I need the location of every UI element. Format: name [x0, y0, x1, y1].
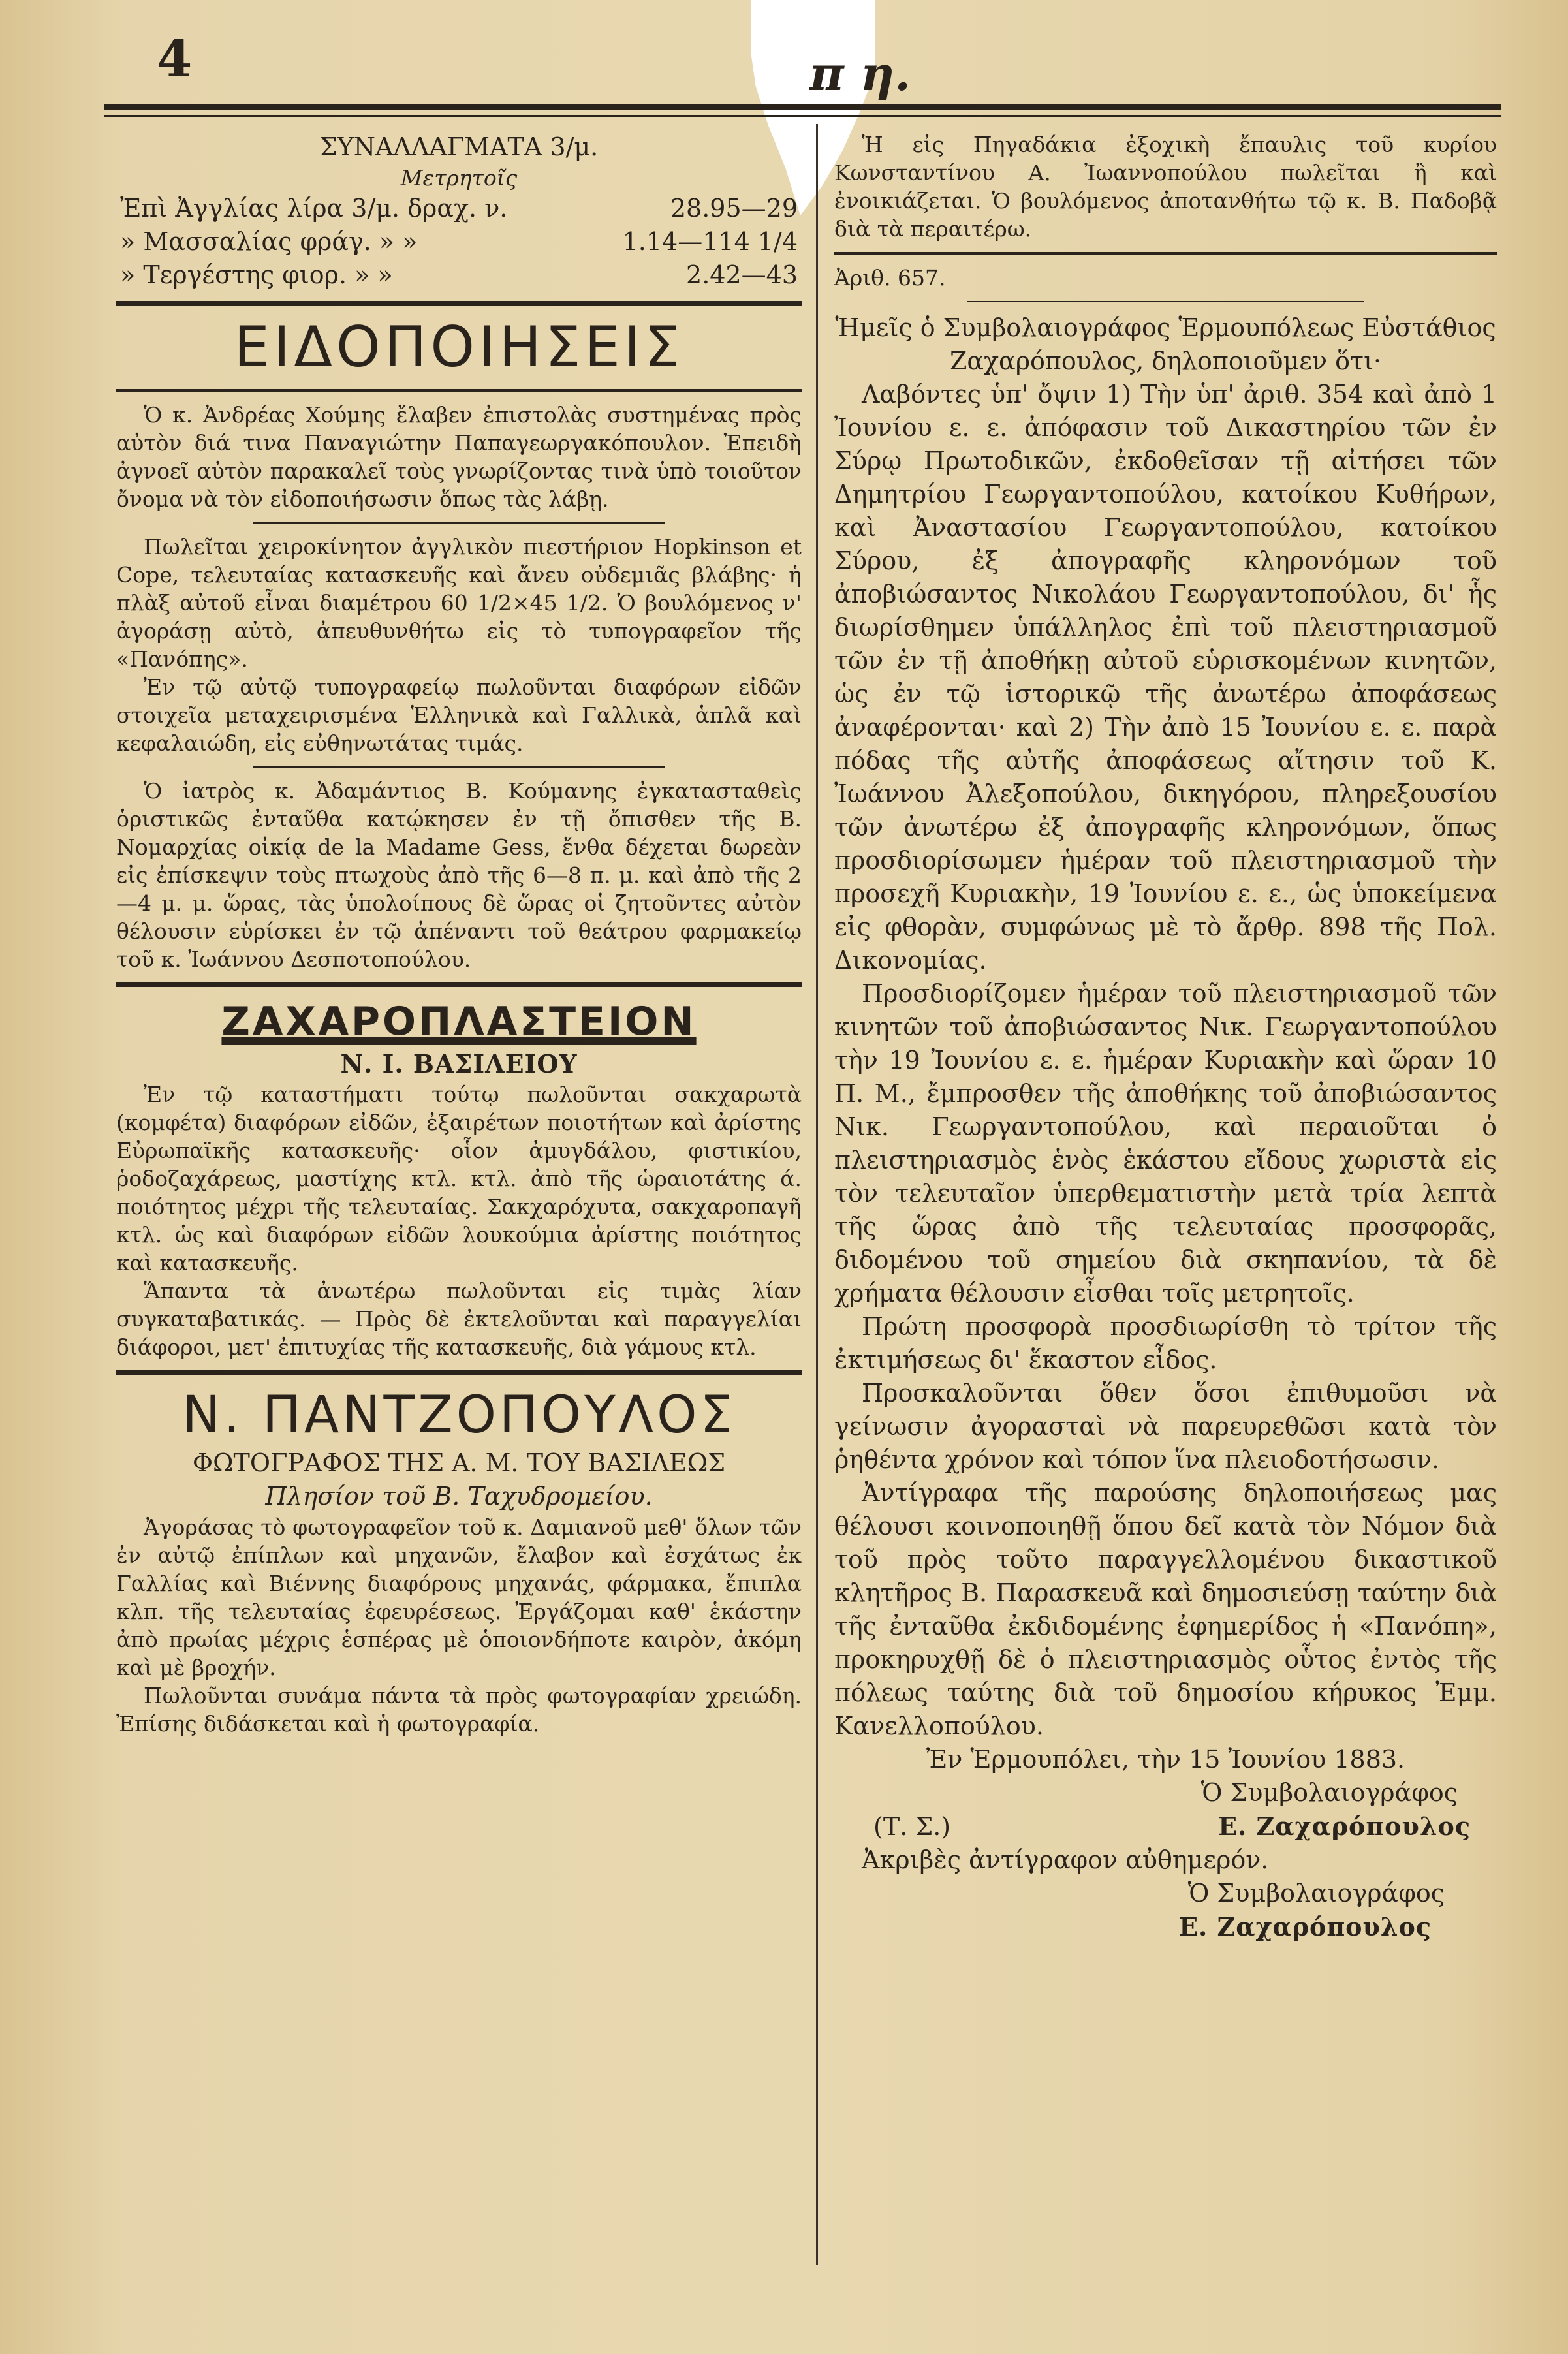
signature-row	[834, 1810, 1497, 1844]
section-rule	[116, 389, 802, 392]
copy-line: Ἀκριβὲς ἀντίγραφον αὐθημερόν.	[862, 1845, 1269, 1874]
exchange-row	[116, 225, 802, 259]
exchange-label: » Μασσαλίας φράγ. » »	[120, 227, 418, 256]
notices-heading: ΕΙΔΟΠΟΙΗΣΕΙΣ	[234, 315, 684, 380]
section-rule	[116, 982, 802, 987]
photographer-name: Ν. ΠΑΝΤΖΟΠΟΥΛΟΣ	[182, 1386, 736, 1445]
declaration-paragraph: Πρώτη προσφορὰ προσδιωρίσθη τὸ τρίτον τῆς ἐκτιμήσεως δι' ἕκαστον εἶδος.	[834, 1312, 1497, 1374]
exchange-row	[116, 259, 802, 292]
photographer-location: Πλησίον τοῦ Β. Ταχυδρομείου.	[265, 1482, 653, 1511]
notary-label: Ὁ Συμβολαιογράφος	[1200, 1778, 1458, 1807]
confectionery-heading: ΖΑΧΑΡΟΠΛΑΣΤΕΙΟΝ	[221, 999, 697, 1044]
page-number: 4	[157, 29, 193, 89]
villa-notice: Ἡ εἰς Πηγαδάκια ἐξοχικὴ ἔπαυλις τοῦ κυρίου Κωνσταντίνου Α. Ἰωαννοπούλου πωλεῖται ἢ καὶ ἐνοικιάζεται. Ὁ βουλόμενος ἀποτανθήτω τῷ κ. Β. Παδοβᾷ διὰ τὰ περαιτέρω.	[834, 132, 1497, 242]
exchange-row	[116, 192, 802, 225]
section-rule	[116, 301, 802, 306]
photographer-text-2: Πωλοῦνται συνάμα πάντα τὰ πρὸς φωτογραφίαν χρειώδη. Ἐπίσης διδάσκεται καὶ ἡ φωτογραφία.	[116, 1683, 802, 1736]
column-rule	[816, 124, 818, 2265]
declaration-paragraph: Προσκαλοῦνται ὅθεν ὅσοι ἐπιθυμοῦσι νὰ γείνωσιν ἀγορασταὶ νὰ παρευρεθῶσι κατὰ τὸν ῥηθέντα χρόνον καὶ τόπον ἵνα πλειοδοτήσωσιν.	[834, 1379, 1497, 1474]
exchange-value: 2.42—43	[686, 260, 798, 289]
date-line: Ἐν Ἑρμουπόλει, τὴν 15 Ἰουνίου 1883.	[926, 1745, 1405, 1774]
declaration-paragraph: Προσδιορίζομεν ἡμέραν τοῦ πλειστηριασμοῦ τῶν κινητῶν τοῦ ἀποβιώσαντος Νικ. Γεωργαντοπούλου τὴν 19 Ἰουνίου ε. ε. ἡμέραν Κυριακὴν καὶ ὥραν 10 Π. Μ., ἔμπροσθεν τῆς ἀποθήκης τοῦ ἀποβιώσαντος Νικ. Γεωργαντοπούλου, καὶ περαιοῦται ὁ πλειστηριασμὸς ἑνὸς ἑκάστου εἴδους χωριστὰ εἰς τὸν τελευταῖον ὑπερθεματιστὴν μετὰ τρία λεπτὰ τῆς ὥρας ἀπὸ τῆς τελευταίας προσφορᾶς, διδομένου τοῦ σημείου διὰ σκηπανίου, τὰ δὲ χρήματα θέλουσιν εἶσθαι τοῖς μετρητοῖς.	[834, 979, 1497, 1308]
exchange-subtitle: Μετρητοῖς	[400, 165, 518, 191]
exchange-label: Ἐπὶ Ἀγγλίας λίρα 3/μ. δραχ. ν.	[120, 194, 508, 223]
section-rule	[116, 1370, 802, 1375]
notary-signature: Ε. Ζαχαρόπουλος	[1218, 1812, 1471, 1841]
exchange-value: 1.14—114 1/4	[622, 227, 798, 256]
left-column	[116, 131, 802, 1738]
notice-letters: Ὁ κ. Ἀνδρέας Χούμης ἔλαβεν ἐπιστολὰς συστημένας πρὸς αὐτὸν διά τινα Παναγιώτην Παπαγεωργακόπουλον. Ἐπειδὴ ἀγνοεῖ αὐτὸν παρακαλεῖ τοὺς γνωρίζοντας τινὰ ὑπὸ τοιοῦτον ὄνομα νὰ τὸν εἰδοποιήσωσιν ὅπως τὰς λάβῃ.	[116, 402, 802, 512]
top-rule-thin	[104, 115, 1501, 117]
confectionery-text-2: Ἅπαντα τὰ ἀνωτέρω πωλοῦνται εἰς τιμὰς λίαν συγκαταβατικάς. — Πρὸς δὲ ἐκτελοῦνται καὶ παραγγελίαι διάφοροι, μετ' ἐπιτυχίας τῆς κατασκευῆς, διὰ γάμους κτλ.	[116, 1278, 802, 1360]
notice-press-sale: Πωλεῖται χειροκίνητον ἀγγλικὸν πιεστήριον Hopkinson et Cope, τελευταίας κατασκευῆς καὶ ἄνευ οὐδεμιᾶς βλάβης· ἡ πλὰξ αὐτοῦ εἶναι διαμέτρου 60 1/2×45 1/2. Ὁ βουλόμενος ν' ἀγοράσῃ αὐτὸ, ἀπευθυνθήτω εἰς τὸ τυπογραφεῖον τῆς «Πανόπης».	[116, 534, 802, 672]
notice-doctor: Ὁ ἰατρὸς κ. Ἀδαμάντιος Β. Κούμανης ἐγκατασταθεὶς ὁριστικῶς ἐνταῦθα κατῴκησεν ἐν τῇ ὄπισθεν τῆς Β. Νομαρχίας οἰκίᾳ de la Madame Gess, ἔνθα δέχεται δωρεὰν εἰς ἐπίσκεψιν τοὺς πτωχοὺς ἀπὸ τῆς 6—8 π. μ. καὶ ἀπὸ τῆς 2—4 μ. μ. ὥρας, τὰς ὑπολοίπους δὲ ὥρας οἱ ζητοῦντες αὐτὸν θέλουσιν εὑρίσκει ἐν τῷ ἀπέναντι τοῦ θεάτρου φαρμακείῳ τοῦ κ. Ἰωάννου Δεσποτοπούλου.	[116, 778, 802, 972]
declaration-paragraph: Λαβόντες ὑπ' ὄψιν 1) Τὴν ὑπ' ἀριθ. 354 καὶ ἀπὸ 1 Ἰουνίου ε. ε. ἀπόφασιν τοῦ Δικαστηρίου τῶν ἐν Σύρῳ Πρωτοδικῶν, ἐκδοθεῖσαν τῇ αἰτήσει τῶν Δημητρίου Γεωργαντοπούλου, κατοίκου Κυθήρων, καὶ Ἀναστασίου Γεωργαντοπούλου, κατοίκου Σύρου, ἐξ ἀπογραφῆς κληρονόμων τοῦ ἀποβιώσαντος Νικολάου Γεωργαντοπούλου, δι' ἧς διωρίσθημεν ὑπάλληλος ἐπὶ τοῦ πλειστηριασμοῦ τῶν ἐν τῇ ἀποθήκῃ αὐτοῦ εὑρισκομένων κινητῶν, ὡς ἐν τῷ ἱστορικῷ τῆς ἀνωτέρω ἀποφάσεως ἀναφέρονται· καὶ 2) Τὴν ἀπὸ 15 Ἰουνίου ε. ε. παρὰ πόδας τῆς αὐτῆς ἀποφάσεως αἴτησιν τοῦ Κ. Ἰωάννου Ἀλεξοπούλου, δικηγόρου, πληρεξουσίου τῶν ἀνωτέρω ἐξ ἀπογραφῆς κληρονόμων, ὅπως προσδιορίσωμεν ἡμέραν τοῦ πλειστηριασμοῦ τὴν προσεχῆ Κυριακὴν, 19 Ἰουνίου ε. ε., ὡς ὑποκείμενα εἰς φθορὰν, συμφώνως μὲ τὸ ἄρθρ. 898 τῆς Πολ. Δικονομίας.	[834, 380, 1497, 975]
seal-mark: (Τ. Σ.)	[873, 1812, 951, 1841]
notary-label-2: Ὁ Συμβολαιογράφος	[1187, 1879, 1445, 1907]
right-column	[834, 131, 1497, 1943]
exchange-title: ΣΥΝΑΛΛΑΓΜΑΤΑ 3/μ.	[319, 133, 599, 161]
section-rule	[834, 252, 1497, 255]
notary-signature-2: Ε. Ζαχαρόπουλος	[1179, 1912, 1432, 1941]
exchange-value: 28.95—29	[670, 194, 798, 223]
confectionery-owner: Ν. Ι. ΒΑΣΙΛΕΙΟΥ	[340, 1049, 578, 1078]
photographer-title: ΦΩΤΟΓΡΑΦΟΣ ΤΗΣ Α. Μ. ΤΟΥ ΒΑΣΙΛΕΩΣ	[192, 1449, 726, 1477]
top-rule	[104, 104, 1501, 110]
exchange-table	[116, 192, 802, 292]
masthead-fragment: π η.	[809, 46, 911, 101]
photographer-text: Ἀγοράσας τὸ φωτογραφεῖον τοῦ κ. Δαμιανοῦ μεθ' ὅλων τῶν ἐν αὐτῷ ἐπίπλων καὶ μηχανῶν, ἔλαβον καὶ ἐσχάτως ἐκ Γαλλίας καὶ Βιέννης διαφόρους μηχανάς, φάρμακα, ἔπιπλα κλπ. τῆς τελευταίας ἐφευρέσεως. Ἐργάζομαι καθ' ἑκάστην ἀπὸ πρωίας μέχρις ἑσπέρας μὲ ὁποιονδήποτε καιρὸν, ἀκόμη καὶ μὲ βροχήν.	[116, 1514, 802, 1680]
declaration-paragraph: Ἀντίγραφα τῆς παρούσης δηλοποιήσεως μας θέλουσι κοινοποιηθῇ ὅπου δεῖ κατὰ τὸν Νόμον διὰ τοῦ πρὸς τοῦτο παραγγελλομένου δικαστικοῦ κλητῆρος Β. Παρασκευᾶ καὶ δημοσιεύσῃ ταύτην διὰ τῆς ἐνταῦθα ἐκδιδομένης ἐφημερίδος ἡ «Πανόπη», προκηρυχθῇ δὲ ὁ πλειστηριασμὸς οὗτος ἐντὸς τῆς πόλεως ταύτης διὰ τοῦ δημοσίου κήρυκος Ἐμμ. Κανελλοπούλου.	[834, 1479, 1497, 1740]
exchange-label: » Τεργέστης φιορ. » »	[120, 260, 393, 289]
document-number: Ἀριθ. 657.	[834, 265, 946, 290]
notice-type-sale: Ἐν τῷ αὐτῷ τυπογραφείῳ πωλοῦνται διαφόρων εἰδῶν στοιχεῖα μεταχειρισμένα Ἑλληνικὰ καὶ Γαλλικὰ, ἁπλᾶ καὶ κεφαλαιώδη, εἰς εὐθηνωτάτας τιμάς.	[116, 674, 802, 756]
confectionery-text: Ἐν τῷ καταστήματι τούτῳ πωλοῦνται σακχαρωτὰ (κομφέτα) διαφόρων εἰδῶν, ἐξαιρέτων ποιοτήτων καὶ ἀρίστης Εὐρωπαϊκῆς κατασκευῆς· οἷον ἀμυγδάλου, φιστικίου, ῥοδοζαχάρεως, μαστίχης κτλ. κτλ. ἀπὸ τῆς ὡραιοτάτης ά. ποιότητος μέχρι τῆς τελευταίας. Σακχαρόχυτα, σακχαροπαγῆ κτλ. ὡς καὶ διαφόρων εἰδῶν λουκούμια ἀρίστης ποιότητος καὶ κατασκευῆς.	[116, 1082, 802, 1276]
divider	[253, 766, 665, 768]
divider	[253, 522, 665, 524]
declaration-intro: Ἡμεῖς ὁ Συμβολαιογράφος Ἑρμουπόλεως Εὐστάθιος Ζαχαρόπουλος, δηλοποιοῦμεν ὅτι·	[835, 313, 1496, 375]
divider	[967, 301, 1364, 302]
